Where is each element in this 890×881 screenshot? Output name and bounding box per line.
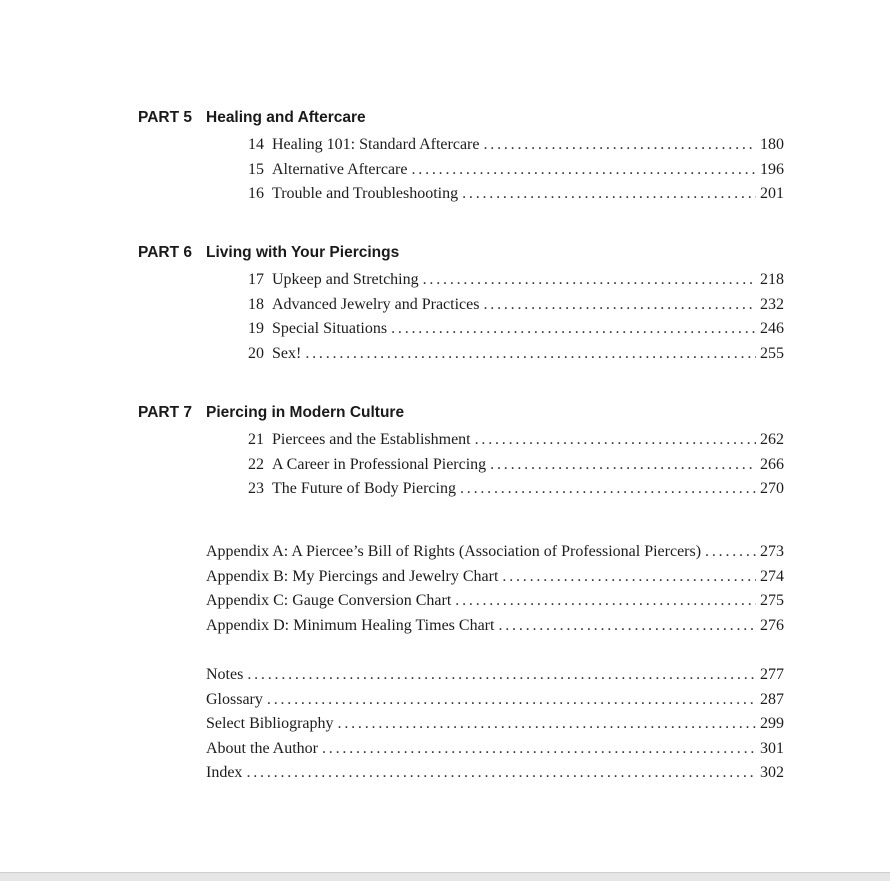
page-number: 218: [760, 271, 784, 288]
toc-entry-appendix-b[interactable]: [206, 565, 784, 590]
appendix-list: [206, 540, 784, 638]
page-number: 299: [760, 715, 784, 733]
chapter-number: 16: [248, 185, 264, 203]
dot-leader: [705, 540, 756, 565]
toc-entry-chapter-15[interactable]: [236, 158, 784, 183]
chapter-number: 14: [248, 136, 264, 153]
page-number: 301: [760, 739, 784, 757]
part-6-section: [138, 244, 788, 366]
page-number: 255: [760, 344, 784, 362]
chapter-number: 21: [248, 431, 264, 448]
part-heading: [138, 109, 788, 131]
chapter-title: Piercees and the Establishment: [272, 431, 471, 448]
part-title: Piercing in Modern Culture: [206, 404, 405, 421]
toc-entry-notes[interactable]: [206, 663, 784, 688]
entry-title: Select Bibliography: [206, 715, 334, 733]
chapter-list: [138, 268, 788, 366]
chapter-number: 19: [248, 320, 264, 338]
chapter-title: Upkeep and Stretching: [272, 271, 419, 288]
page-number: 232: [760, 295, 784, 313]
toc-entry-index[interactable]: [206, 761, 784, 786]
page-number: 262: [760, 431, 784, 448]
chapter-number: 23: [248, 480, 264, 498]
appendix-title: Appendix D: Minimum Healing Times Chart: [206, 616, 495, 634]
dot-leader: [475, 428, 756, 453]
toc-entry-chapter-18[interactable]: [236, 293, 784, 318]
entry-title: Glossary: [206, 690, 263, 708]
part-number: PART 5: [138, 109, 192, 126]
chapter-number: 15: [248, 160, 264, 178]
page-number: 276: [760, 616, 784, 634]
dot-leader: [502, 565, 756, 590]
dot-leader: [483, 293, 756, 318]
toc-entry-chapter-23[interactable]: [236, 477, 784, 502]
dot-leader: [338, 712, 756, 737]
page-number: 277: [760, 666, 784, 683]
part-title: Living with Your Piercings: [206, 244, 400, 261]
toc-entry-about-author[interactable]: [206, 737, 784, 762]
chapter-title: Sex!: [272, 344, 302, 362]
chapter-title: The Future of Body Piercing: [272, 480, 456, 498]
page-number: 201: [760, 185, 784, 203]
entry-title: Notes: [206, 666, 244, 683]
part-heading: [138, 244, 788, 266]
chapter-title: Trouble and Troubleshooting: [272, 185, 459, 203]
toc-entry-chapter-19[interactable]: [236, 317, 784, 342]
dot-leader: [498, 614, 756, 639]
dot-leader: [391, 317, 756, 342]
toc-entry-glossary[interactable]: [206, 688, 784, 713]
chapter-title: Healing 101: Standard Aftercare: [272, 136, 480, 153]
chapter-number: 18: [248, 295, 264, 313]
part-number: PART 7: [138, 404, 192, 421]
page-number: 274: [760, 567, 784, 585]
page-number: 273: [760, 543, 784, 560]
chapter-list: [138, 428, 788, 502]
part-5-section: [138, 109, 788, 207]
back-matter-list: [206, 663, 784, 786]
toc-entry-bibliography[interactable]: [206, 712, 784, 737]
entry-title: About the Author: [206, 739, 318, 757]
part-7-section: [138, 404, 788, 502]
chapter-title: A Career in Professional Piercing: [272, 455, 487, 473]
dot-leader: [411, 158, 756, 183]
page-number: 196: [760, 160, 784, 178]
appendix-title: Appendix A: A Piercee’s Bill of Rights (Association of Professional Piercers): [206, 543, 702, 560]
part-title: Healing and Aftercare: [206, 109, 366, 126]
toc-entry-appendix-c[interactable]: [206, 589, 784, 614]
part-heading: [138, 404, 788, 426]
chapter-list: [138, 133, 788, 207]
part-number: PART 6: [138, 244, 192, 261]
page-number: 275: [760, 592, 784, 610]
toc-entry-chapter-14[interactable]: [236, 133, 784, 158]
toc-entry-chapter-16[interactable]: [236, 182, 784, 207]
dot-leader: [483, 133, 756, 158]
dot-leader: [423, 268, 756, 293]
page-number: 287: [760, 690, 784, 708]
dot-leader: [490, 453, 756, 478]
toc-entry-chapter-20[interactable]: [236, 342, 784, 367]
toc-entry-appendix-d[interactable]: [206, 614, 784, 639]
toc-entry-chapter-17[interactable]: [236, 268, 784, 293]
dot-leader: [267, 688, 756, 713]
toc-entry-chapter-21[interactable]: [236, 428, 784, 453]
page-number: 270: [760, 480, 784, 498]
chapter-number: 17: [248, 271, 264, 288]
dot-leader: [247, 663, 756, 688]
page-number: 180: [760, 136, 784, 153]
dot-leader: [462, 182, 756, 207]
toc-entry-chapter-22[interactable]: [236, 453, 784, 478]
dot-leader: [460, 477, 756, 502]
entry-title: Index: [206, 764, 243, 782]
dot-leader: [305, 342, 756, 367]
chapter-title: Alternative Aftercare: [272, 160, 408, 178]
appendix-title: Appendix B: My Piercings and Jewelry Chart: [206, 567, 499, 585]
dot-leader: [246, 761, 756, 786]
dot-leader: [322, 737, 756, 762]
page-number: 302: [760, 764, 784, 782]
chapter-title: Advanced Jewelry and Practices: [272, 295, 480, 313]
page-number: 246: [760, 320, 784, 338]
chapter-number: 22: [248, 455, 264, 473]
dot-leader: [455, 589, 756, 614]
toc-entry-appendix-a[interactable]: [206, 540, 784, 565]
page-number: 266: [760, 455, 784, 473]
chapter-title: Special Situations: [272, 320, 388, 338]
appendix-title: Appendix C: Gauge Conversion Chart: [206, 592, 452, 610]
chapter-number: 20: [248, 344, 264, 362]
